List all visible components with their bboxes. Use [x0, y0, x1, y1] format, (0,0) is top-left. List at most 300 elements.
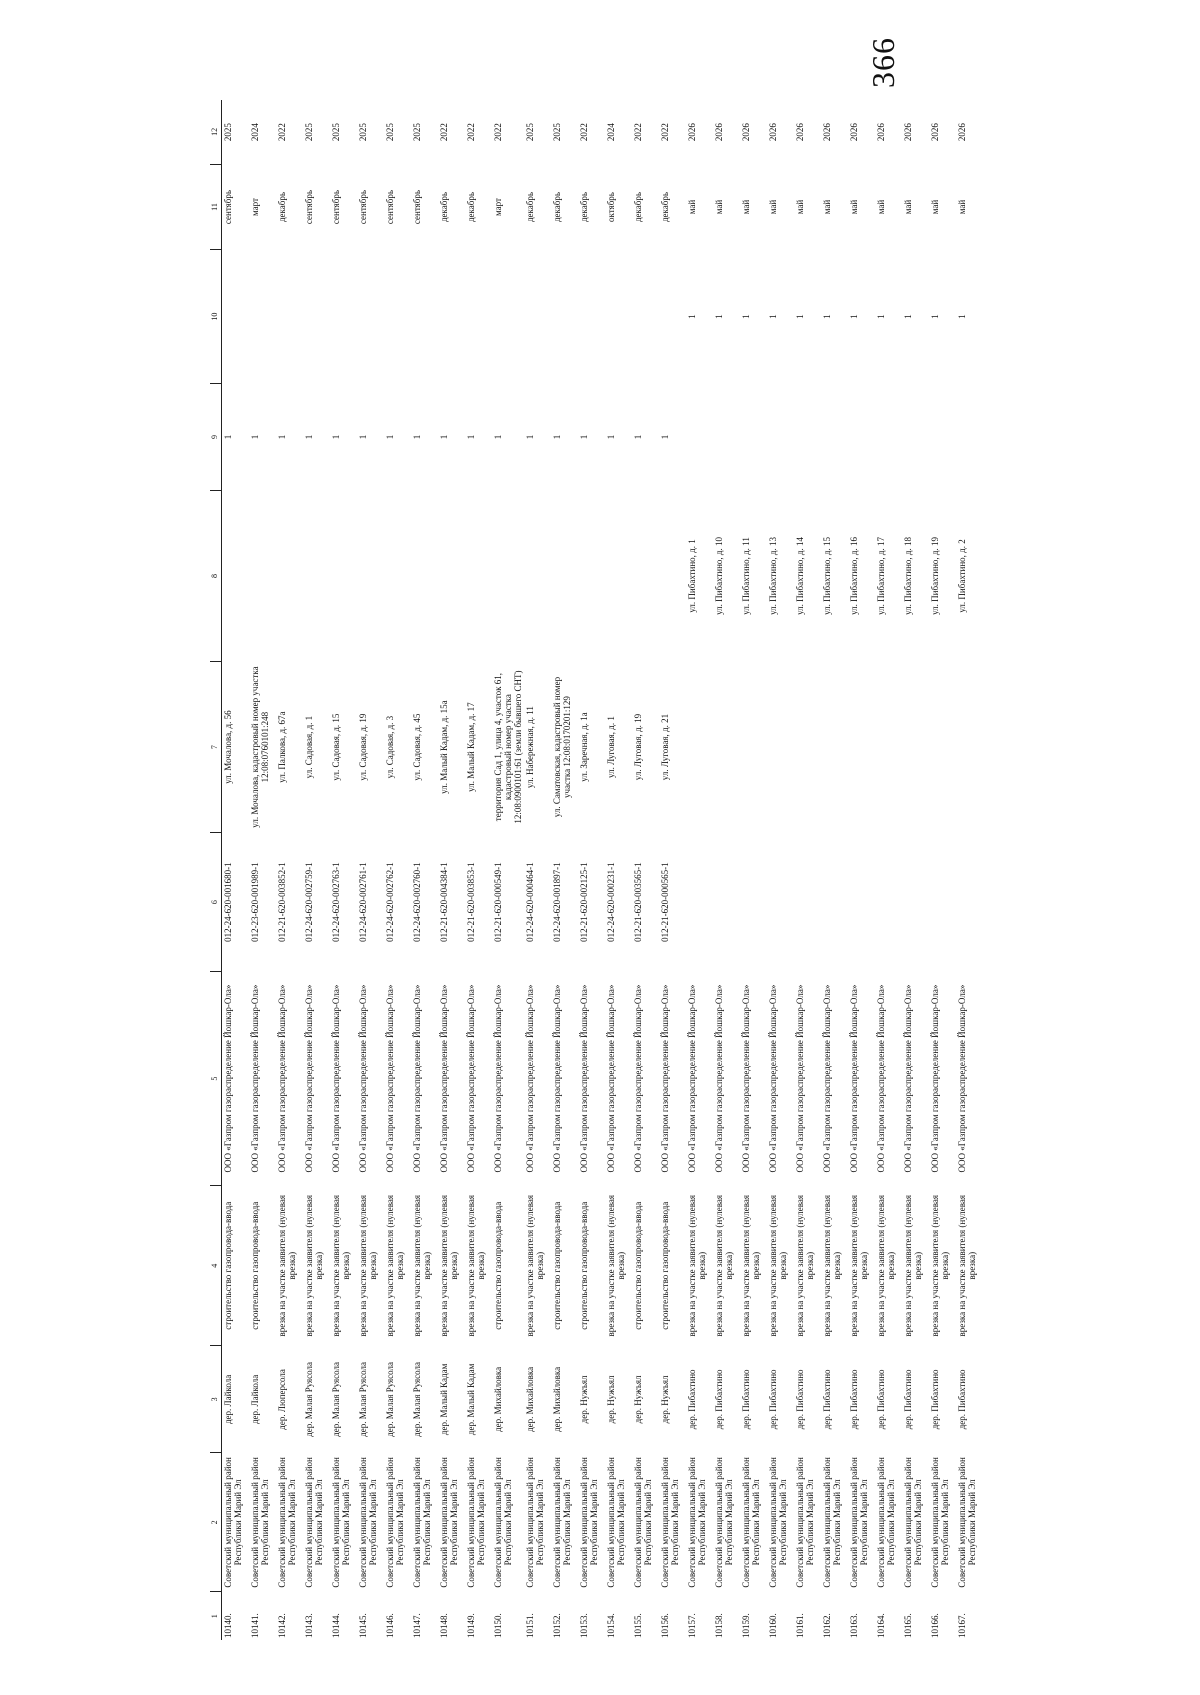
address-alt-cell	[492, 490, 524, 661]
address-alt-cell: ул. Пибахтино, д. 13	[768, 537, 779, 615]
request-id-cell: 012-24-620-002761-1	[357, 862, 368, 942]
address-alt-cell	[249, 490, 276, 661]
month-cell: май	[876, 199, 887, 215]
table-row	[276, 100, 303, 1640]
count-col10-cell: 1	[876, 314, 887, 319]
address-alt-cell: ул. Пибахтино, д. 15	[822, 537, 833, 615]
district-cell: Советский муниципальный район Республики Марий Эл	[552, 1457, 573, 1588]
column-header: 6	[210, 833, 221, 972]
table-row	[875, 100, 902, 1640]
address-alt-cell	[330, 490, 357, 661]
address-alt-cell	[551, 490, 578, 661]
request-id-cell: 012-24-620-001680-1	[222, 862, 233, 942]
row-number: 10162.	[822, 1613, 833, 1638]
address-alt-cell	[605, 490, 632, 661]
count-col10-cell	[411, 250, 438, 384]
month-cell: декабрь	[633, 192, 644, 223]
address-cell	[713, 662, 740, 833]
address-cell: ул. Луговая, д. 19	[633, 713, 644, 781]
column-header: 7	[210, 662, 221, 833]
count-col10-cell	[438, 250, 465, 384]
district-cell: Советский муниципальный район Республики Марий Эл	[768, 1457, 789, 1588]
month-cell: май	[903, 199, 914, 215]
month-cell: май	[795, 199, 806, 215]
organization-cell: ООО «Газпром газораспределение Йошкар-Ола»	[384, 984, 395, 1173]
district-cell: Советский муниципальный район Республики Марий Эл	[903, 1457, 924, 1588]
request-id-cell: 012-23-620-001989-1	[249, 862, 260, 942]
address-alt-cell: ул. Пибахтино, д. 17	[876, 537, 887, 615]
row-number: 10163.	[849, 1613, 860, 1638]
work-type-cell: врезка на участке заявителя (нулевая врезка)	[930, 1194, 951, 1337]
address-cell	[740, 662, 767, 833]
rotated-table-container	[210, 100, 1090, 1640]
row-number: 10144.	[330, 1613, 341, 1638]
column-header: 9	[210, 383, 221, 490]
year-cell: 2026	[930, 123, 941, 142]
address-cell: ул. Малый Кадам, д. 15а	[438, 700, 449, 794]
settlement-cell: дер. Лайкола	[222, 1374, 233, 1425]
row-number: 10159.	[741, 1613, 752, 1638]
month-cell: март	[249, 198, 260, 216]
table-body	[221, 100, 983, 1640]
row-number: 10160.	[768, 1613, 779, 1638]
year-cell: 2022	[579, 123, 590, 142]
organization-cell: ООО «Газпром газораспределение Йошкар-Ола»	[465, 984, 476, 1173]
table-row	[492, 100, 524, 1640]
count-col10-cell	[221, 250, 249, 384]
organization-cell: ООО «Газпром газораспределение Йошкар-Ола»	[741, 984, 752, 1173]
year-cell: 2024	[606, 123, 617, 142]
count-col9-cell	[713, 383, 740, 490]
column-header: 11	[210, 164, 221, 250]
district-cell: Советский муниципальный район Республики Марий Эл	[411, 1457, 433, 1588]
district-cell: Советский муниципальный район Республики Марий Эл	[660, 1457, 681, 1588]
count-col10-cell	[330, 250, 357, 384]
row-number: 10155.	[633, 1613, 644, 1638]
row-number: 10149.	[465, 1613, 476, 1638]
year-cell: 2026	[903, 123, 914, 142]
request-id-cell	[686, 833, 713, 972]
district-cell: Советский муниципальный район Республики Марий Эл	[633, 1457, 654, 1588]
request-id-cell	[956, 833, 983, 972]
count-col9-cell: 1	[222, 434, 233, 440]
table-row	[357, 100, 384, 1640]
count-col9-cell: 1	[492, 434, 503, 440]
address-cell: территория Сад 1, улица 4, участок 61, кадастровый номер участка 12:08:0900101:61 (земли бывшего СНТ)	[492, 670, 524, 824]
work-type-cell: врезка на участке заявителя (нулевая врезка)	[384, 1194, 406, 1337]
request-id-cell: 012-21-620-004384-1	[438, 862, 449, 942]
month-cell: май	[849, 199, 860, 215]
request-id-cell: 012-24-620-000231-1	[606, 862, 617, 942]
settlement-cell: дер. Малая Руясола	[357, 1361, 368, 1437]
request-id-cell: 012-24-620-001897-1	[552, 862, 563, 942]
organization-cell: ООО «Газпром газораспределение Йошкар-Ола»	[660, 984, 671, 1173]
month-cell: май	[714, 199, 725, 215]
organization-cell: ООО «Газпром газораспределение Йошкар-Ола»	[903, 984, 914, 1173]
column-header: 10	[210, 250, 221, 384]
month-cell: октябрь	[606, 192, 617, 222]
organization-cell: ООО «Газпром газораспределение Йошкар-Ола»	[822, 984, 833, 1173]
organization-cell: ООО «Газпром газораспределение Йошкар-Ола»	[525, 984, 536, 1173]
year-cell: 2022	[438, 123, 449, 142]
year-cell: 2026	[714, 123, 725, 142]
month-cell: декабрь	[525, 192, 536, 223]
year-cell: 2022	[276, 123, 287, 142]
organization-cell: ООО «Газпром газораспределение Йошкар-Ола»	[687, 984, 698, 1173]
request-id-cell: 012-21-620-003565-1	[633, 862, 644, 942]
work-type-cell: врезка на участке заявителя (нулевая врезка)	[276, 1194, 298, 1337]
settlement-cell: дер. Нужъял	[606, 1375, 617, 1424]
table-row	[686, 100, 713, 1640]
work-type-cell: врезка на участке заявителя (нулевая врезка)	[876, 1194, 897, 1337]
request-id-cell: 012-24-620-000464-1	[525, 862, 536, 942]
table-row	[794, 100, 821, 1640]
column-header: 2	[210, 1453, 221, 1592]
count-col9-cell	[956, 383, 983, 490]
table-row	[411, 100, 438, 1640]
count-col9-cell: 1	[330, 434, 341, 440]
request-id-cell	[821, 833, 848, 972]
year-cell: 2022	[660, 123, 671, 142]
work-type-cell: строительство газопровода-ввода	[222, 1201, 233, 1330]
settlement-cell: дер. Малая Руясола	[411, 1361, 422, 1437]
address-cell	[848, 662, 875, 833]
work-type-cell: врезка на участке заявителя (нулевая врезка)	[849, 1194, 870, 1337]
count-col10-cell	[276, 250, 303, 384]
settlement-cell: дер. Пибахтино	[876, 1369, 887, 1430]
count-col9-cell	[686, 383, 713, 490]
count-col9-cell: 1	[276, 434, 287, 440]
count-col10-cell	[632, 250, 659, 384]
month-cell: май	[957, 199, 968, 215]
count-col10-cell: 1	[930, 314, 941, 319]
table-row	[659, 100, 686, 1640]
count-col10-cell: 1	[714, 314, 725, 319]
month-cell: декабрь	[579, 192, 590, 223]
table-row	[303, 100, 330, 1640]
address-cell	[875, 662, 902, 833]
district-cell: Советский муниципальный район Республики Марий Эл	[303, 1457, 325, 1588]
month-cell: март	[492, 198, 503, 216]
count-col10-cell	[578, 250, 605, 384]
address-cell: ул. Палкова, д. 67а	[276, 711, 287, 783]
year-cell: 2025	[384, 123, 395, 142]
work-type-cell: строительство газопровода-ввода	[633, 1201, 644, 1330]
table-row	[249, 100, 276, 1640]
request-id-cell	[740, 833, 767, 972]
district-cell: Советский муниципальный район Республики Марий Эл	[465, 1457, 487, 1588]
work-type-cell: врезка на участке заявителя (нулевая врезка)	[303, 1194, 325, 1337]
district-cell: Советский муниципальный район Республики Марий Эл	[795, 1457, 816, 1588]
row-number: 10141.	[249, 1613, 260, 1638]
table-row	[578, 100, 605, 1640]
request-id-cell: 012-21-620-003853-1	[465, 862, 476, 942]
address-cell: ул. Луговая, д. 1	[606, 716, 617, 778]
month-cell: декабрь	[660, 192, 671, 223]
column-header: 4	[210, 1186, 221, 1346]
work-type-cell: врезка на участке заявителя (нулевая врезка)	[714, 1194, 735, 1337]
year-cell: 2025	[552, 123, 563, 142]
table-row	[902, 100, 929, 1640]
count-col9-cell: 1	[606, 434, 617, 440]
count-col10-cell	[384, 250, 411, 384]
count-col9-cell: 1	[465, 434, 476, 440]
count-col9-cell: 1	[249, 434, 260, 440]
address-cell: ул. Мочалова, кадастровый номер участка 12:08:0760101:248	[249, 666, 271, 828]
work-type-cell: врезка на участке заявителя (нулевая врезка)	[525, 1194, 546, 1337]
request-id-cell: 012-21-620-003852-1	[276, 862, 287, 942]
count-col10-cell: 1	[795, 314, 806, 319]
request-id-cell: 012-21-620-000549-1	[492, 862, 503, 942]
settlement-cell: дер. Пибахтино	[822, 1369, 833, 1430]
address-cell	[902, 662, 929, 833]
month-cell: сентябрь	[222, 190, 233, 225]
work-type-cell: врезка на участке заявителя (нулевая врезка)	[957, 1194, 978, 1337]
organization-cell: ООО «Газпром газораспределение Йошкар-Ола»	[552, 984, 563, 1173]
table-row	[221, 100, 249, 1640]
request-id-cell	[713, 833, 740, 972]
organization-cell: ООО «Газпром газораспределение Йошкар-Ола»	[222, 984, 233, 1173]
organization-cell: ООО «Газпром газораспределение Йошкар-Ола»	[276, 984, 287, 1173]
organization-cell: ООО «Газпром газораспределение Йошкар-Ола»	[492, 984, 503, 1173]
year-cell: 2022	[633, 123, 644, 142]
count-col9-cell: 1	[303, 434, 314, 440]
work-type-cell: врезка на участке заявителя (нулевая врезка)	[411, 1194, 433, 1337]
row-number: 10161.	[795, 1613, 806, 1638]
settlement-cell: дер. Лайкола	[249, 1374, 260, 1425]
address-alt-cell	[221, 490, 249, 661]
address-cell	[767, 662, 794, 833]
count-col9-cell: 1	[633, 434, 644, 440]
column-header: 1	[210, 1592, 221, 1640]
address-alt-cell	[276, 490, 303, 661]
district-cell: Советский муниципальный район Республики Марий Эл	[330, 1457, 352, 1588]
year-cell: 2025	[411, 123, 422, 142]
count-col10-cell	[249, 250, 276, 384]
row-number: 10154.	[606, 1613, 617, 1638]
address-cell: ул. Садовая, д. 15	[330, 713, 341, 781]
row-number: 10150.	[492, 1613, 503, 1638]
count-col9-cell: 1	[525, 434, 536, 440]
settlement-cell: дер. Малый Кадам	[465, 1363, 476, 1436]
work-type-cell: строительство газопровода-ввода	[579, 1201, 590, 1330]
settlement-cell: дер. Пибахтино	[741, 1369, 752, 1430]
year-cell: 2026	[768, 123, 779, 142]
work-type-cell: врезка на участке заявителя (нулевая врезка)	[438, 1194, 460, 1337]
count-col10-cell: 1	[741, 314, 752, 319]
settlement-cell: дер. Малая Руясола	[384, 1361, 395, 1437]
row-number: 10152.	[552, 1613, 563, 1638]
row-number: 10156.	[660, 1613, 671, 1638]
organization-cell: ООО «Газпром газораспределение Йошкар-Ола»	[438, 984, 449, 1173]
request-id-cell	[794, 833, 821, 972]
count-col10-cell	[605, 250, 632, 384]
year-cell: 2026	[876, 123, 887, 142]
request-id-cell	[902, 833, 929, 972]
table-row	[767, 100, 794, 1640]
row-number: 10167.	[957, 1613, 968, 1638]
count-col10-cell: 1	[957, 314, 968, 319]
address-alt-cell	[465, 490, 492, 661]
address-cell: ул. Набережная, д. 11	[525, 706, 536, 789]
count-col9-cell: 1	[384, 434, 395, 440]
settlement-cell: дер. Михайловка	[492, 1366, 503, 1432]
address-cell: ул. Саматовская, кадастровый номер участка 12:08:0170201:129	[552, 676, 573, 818]
table-row	[740, 100, 767, 1640]
table-row	[524, 100, 551, 1640]
row-number: 10143.	[303, 1613, 314, 1638]
month-cell: декабрь	[465, 192, 476, 223]
address-alt-cell: ул. Пибахтино, д. 2	[957, 539, 968, 613]
column-header: 12	[210, 100, 221, 164]
address-alt-cell	[411, 490, 438, 661]
district-cell: Советский муниципальный район Республики Марий Эл	[687, 1457, 708, 1588]
district-cell: Советский муниципальный район Республики Марий Эл	[849, 1457, 870, 1588]
district-cell: Советский муниципальный район Республики Марий Эл	[492, 1457, 514, 1588]
year-cell: 2025	[222, 123, 233, 142]
address-alt-cell: ул. Пибахтино, д. 1	[687, 539, 698, 613]
address-cell: ул. Луговая, д. 21	[660, 713, 671, 781]
table-row	[551, 100, 578, 1640]
organization-cell: ООО «Газпром газораспределение Йошкар-Ола»	[411, 984, 422, 1173]
work-type-cell: врезка на участке заявителя (нулевая врезка)	[330, 1194, 352, 1337]
count-col9-cell: 1	[579, 434, 590, 440]
header-row	[210, 100, 221, 1640]
row-number: 10147.	[411, 1613, 422, 1638]
month-cell: сентябрь	[330, 190, 341, 225]
work-type-cell: строительство газопровода-ввода	[249, 1201, 260, 1330]
organization-cell: ООО «Газпром газораспределение Йошкар-Ола»	[930, 984, 941, 1173]
row-number: 10151.	[525, 1613, 536, 1638]
count-col10-cell	[303, 250, 330, 384]
address-alt-cell: ул. Пибахтино, д. 18	[903, 537, 914, 615]
month-cell: май	[822, 199, 833, 215]
year-cell: 2025	[357, 123, 368, 142]
district-cell: Советский муниципальный район Республики Марий Эл	[525, 1457, 546, 1588]
month-cell: май	[741, 199, 752, 215]
table-row	[384, 100, 411, 1640]
count-col10-cell	[492, 250, 524, 384]
table-row	[821, 100, 848, 1640]
district-cell: Советский муниципальный район Республики Марий Эл	[714, 1457, 735, 1588]
work-type-cell: врезка на участке заявителя (нулевая врезка)	[903, 1194, 924, 1337]
count-col10-cell: 1	[822, 314, 833, 319]
table-row	[956, 100, 983, 1640]
organization-cell: ООО «Газпром газораспределение Йошкар-Ола»	[795, 984, 806, 1173]
row-number: 10165.	[903, 1613, 914, 1638]
address-cell	[929, 662, 956, 833]
settlement-cell: дер. Нужъял	[660, 1375, 671, 1424]
organization-cell: ООО «Газпром газораспределение Йошкар-Ола»	[876, 984, 887, 1173]
year-cell: 2026	[795, 123, 806, 142]
district-cell: Советский муниципальный район Республики Марий Эл	[438, 1457, 460, 1588]
count-col10-cell: 1	[768, 314, 779, 319]
year-cell: 2026	[849, 123, 860, 142]
count-col9-cell	[929, 383, 956, 490]
count-col9-cell: 1	[411, 434, 422, 440]
address-alt-cell	[438, 490, 465, 661]
request-id-cell	[929, 833, 956, 972]
year-cell: 2026	[822, 123, 833, 142]
count-col9-cell: 1	[660, 434, 671, 440]
organization-cell: ООО «Газпром газораспределение Йошкар-Ола»	[849, 984, 860, 1173]
district-cell: Советский муниципальный район Республики Марий Эл	[822, 1457, 843, 1588]
address-cell: ул. Садовая, д. 45	[411, 713, 422, 781]
work-type-cell: врезка на участке заявителя (нулевая врезка)	[606, 1194, 627, 1337]
settlement-cell: дер. Пибахтино	[687, 1369, 698, 1430]
organization-cell: ООО «Газпром газораспределение Йошкар-Ола»	[249, 984, 260, 1173]
row-number: 10157.	[687, 1613, 698, 1638]
settlement-cell: дер. Малая Руясола	[330, 1361, 341, 1437]
work-type-cell: строительство газопровода-ввода	[660, 1201, 671, 1330]
row-number: 10142.	[276, 1613, 287, 1638]
organization-cell: ООО «Газпром газораспределение Йошкар-Ола»	[606, 984, 617, 1173]
settlement-cell: дер. Пибахтино	[714, 1369, 725, 1430]
organization-cell: ООО «Газпром газораспределение Йошкар-Ола»	[768, 984, 779, 1173]
year-cell: 2025	[330, 123, 341, 142]
column-header: 3	[210, 1346, 221, 1453]
table-row	[605, 100, 632, 1640]
count-col9-cell	[848, 383, 875, 490]
organization-cell: ООО «Газпром газораспределение Йошкар-Ола»	[357, 984, 368, 1173]
request-id-cell: 012-24-620-002759-1	[303, 862, 314, 942]
district-cell: Советский муниципальный район Республики Марий Эл	[222, 1457, 244, 1588]
table-row	[848, 100, 875, 1640]
address-alt-cell: ул. Пибахтино, д. 16	[849, 537, 860, 615]
address-cell	[686, 662, 713, 833]
address-cell: ул. Малый Кадам, д. 17	[465, 702, 476, 792]
count-col9-cell: 1	[552, 434, 563, 440]
table-row	[632, 100, 659, 1640]
table-row	[713, 100, 740, 1640]
address-alt-cell	[578, 490, 605, 661]
district-cell: Советский муниципальный район Республики Марий Эл	[579, 1457, 600, 1588]
count-col9-cell: 1	[438, 434, 449, 440]
settlement-cell: дер. Пибахтино	[903, 1369, 914, 1430]
count-col10-cell	[551, 250, 578, 384]
address-cell	[794, 662, 821, 833]
month-cell: май	[687, 199, 698, 215]
address-alt-cell	[384, 490, 411, 661]
address-alt-cell	[632, 490, 659, 661]
row-number: 10158.	[714, 1613, 725, 1638]
address-alt-cell: ул. Пибахтино, д. 11	[741, 537, 752, 615]
address-cell	[956, 662, 983, 833]
request-id-cell: 012-24-620-002760-1	[411, 862, 422, 942]
district-cell: Советский муниципальный район Республики Марий Эл	[876, 1457, 897, 1588]
work-type-cell: врезка на участке заявителя (нулевая врезка)	[822, 1194, 843, 1337]
month-cell: май	[768, 199, 779, 215]
month-cell: сентябрь	[303, 190, 314, 225]
district-cell: Советский муниципальный район Республики Марий Эл	[276, 1457, 298, 1588]
settlement-cell: дер. Нужъял	[633, 1375, 644, 1424]
request-id-cell: 012-21-620-002125-1	[579, 862, 590, 942]
count-col10-cell	[465, 250, 492, 384]
request-id-cell	[848, 833, 875, 972]
count-col10-cell: 1	[687, 314, 698, 319]
work-type-cell: врезка на участке заявителя (нулевая врезка)	[768, 1194, 789, 1337]
column-header: 8	[210, 490, 221, 661]
work-type-cell: врезка на участке заявителя (нулевая врезка)	[741, 1194, 762, 1337]
district-cell: Советский муниципальный район Республики Марий Эл	[957, 1457, 978, 1588]
settlement-cell: дер. Михайловка	[525, 1366, 536, 1432]
settlement-cell: дер. Пибахтино	[849, 1369, 860, 1430]
request-id-cell	[875, 833, 902, 972]
address-cell: ул. Садовая, д. 3	[384, 715, 395, 779]
settlement-cell: дер. Пибахтино	[768, 1369, 779, 1430]
month-cell: май	[930, 199, 941, 215]
settlement-cell: дер. Пибахтино	[795, 1369, 806, 1430]
